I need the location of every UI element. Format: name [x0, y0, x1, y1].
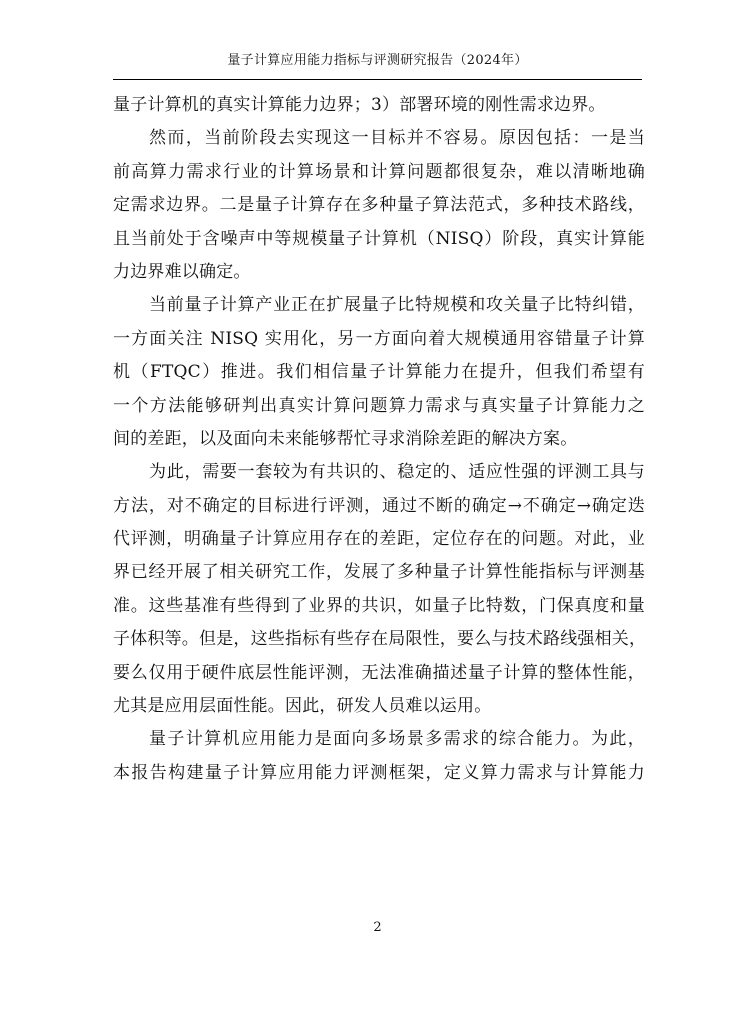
text-line: 子体积等。但是，这些指标有些存在局限性，要么与技术路线强相关， [113, 629, 647, 650]
paragraph [113, 723, 645, 790]
text-line: 准。这些基准有些得到了业界的共识，如量子比特数，门保真度和量 [113, 595, 645, 616]
text-line: 代评测，明确量子计算应用存在的差距，定位存在的问题。对此，业 [113, 529, 645, 550]
text-line: 为此，需要一套较为有共识的、稳定的、适应性强的评测工具与 [149, 462, 645, 483]
document-body [113, 89, 645, 790]
paragraph [113, 289, 645, 456]
text-line: 当前量子计算产业正在扩展量子比特规模和攻关量子比特纠错， [149, 295, 645, 316]
text-line: 界已经开展了相关研究工作，发展了多种量子计算性能指标与评测基 [113, 562, 645, 583]
page-number: 2 [373, 920, 382, 935]
text-line: 前高算力需求行业的计算场景和计算问题都很复杂，难以清晰地确 [113, 161, 645, 182]
text-line: 本报告构建量子计算应用能力评测框架，定义算力需求与计算能力 [113, 762, 645, 783]
paragraph [113, 89, 645, 122]
header-title: 量子计算应用能力指标与评测研究报告（2024年） [227, 53, 528, 68]
text-line: 要么仅用于硬件底层性能评测，无法准确描述量子计算的整体性能， [113, 662, 645, 683]
text-line: 机（FTQC）推进。我们相信量子计算能力在提升，但我们希望有 [113, 362, 645, 383]
paragraph [113, 456, 645, 723]
text-line: 一方面关注 NISQ 实用化，另一方面向着大规模通用容错量子计算 [113, 328, 645, 349]
text-line: 量子计算机应用能力是面向多场景多需求的综合能力。为此， [149, 729, 645, 750]
paragraph [113, 122, 645, 289]
text-line: 量子计算机的真实计算能力边界；3）部署环境的刚性需求边界。 [113, 95, 606, 115]
running-header [113, 52, 642, 80]
text-line: 方法，对不确定的目标进行评测，通过不断的确定→不确定→确定迭 [113, 495, 645, 516]
text-line: 力边界难以确定。 [113, 261, 251, 282]
text-line: 且当前处于含噪声中等规模量子计算机（NISQ）阶段，真实计算能 [113, 228, 645, 249]
text-line: 尤其是应用层面性能。因此，研发人员难以运用。 [113, 696, 492, 717]
text-line: 定需求边界。二是量子计算存在多种量子算法范式，多种技术路线， [113, 195, 645, 216]
text-line: 间的差距，以及面向未来能够帮忙寻求消除差距的解决方案。 [113, 428, 578, 449]
text-line: 然而，当前阶段去实现这一目标并不容易。原因包括：一是当 [149, 128, 645, 149]
text-line: 一个方法能够研判出真实计算问题算力需求与真实量子计算能力之 [113, 395, 645, 416]
